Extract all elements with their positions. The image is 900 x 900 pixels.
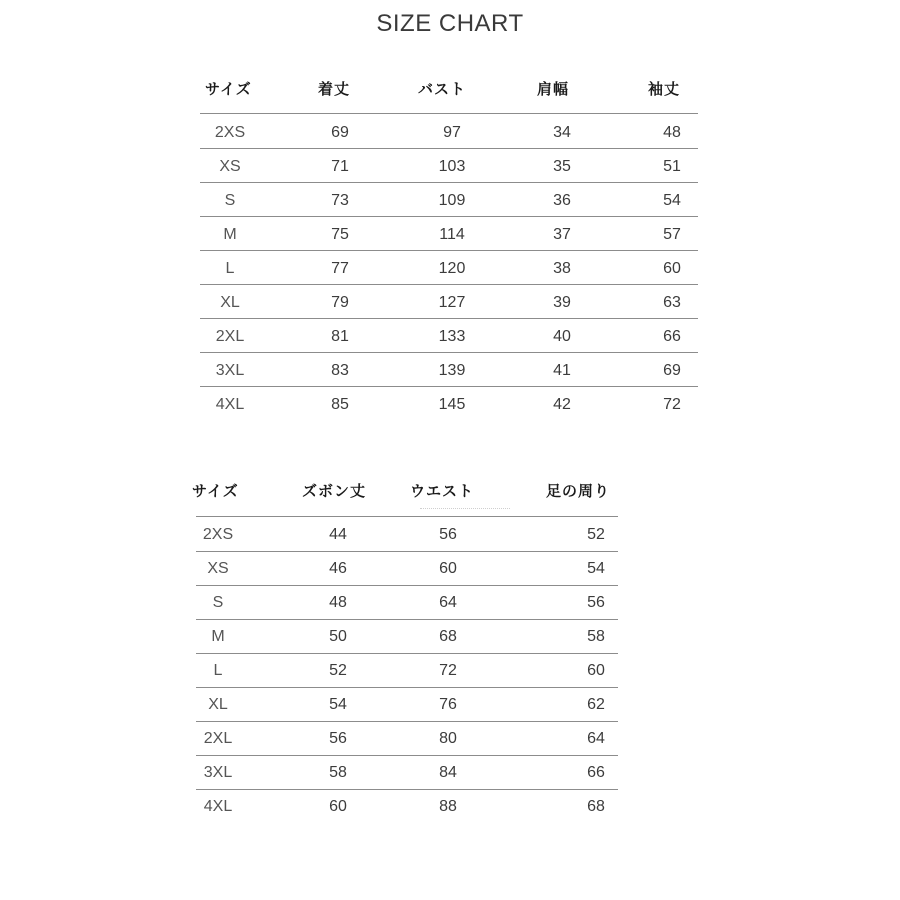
measurement-cell: 42: [553, 396, 571, 413]
measurement-cell: 34: [553, 124, 571, 141]
measurement-cell: 66: [587, 764, 605, 781]
divider: [200, 148, 698, 149]
divider: [196, 585, 618, 586]
size-label: L: [225, 260, 235, 277]
divider: [200, 386, 698, 387]
measurement-cell: 60: [587, 662, 605, 679]
measurement-cell: 88: [439, 798, 457, 815]
header-sleeve: 袖丈: [648, 80, 681, 98]
measurement-cell: 40: [553, 328, 571, 345]
measurement-cell: 63: [663, 294, 681, 311]
table-row: [0, 594, 900, 628]
header-size: サイズ: [205, 80, 252, 98]
table-header-row: [0, 78, 900, 102]
measurement-cell: 71: [331, 158, 349, 175]
measurement-cell: 56: [439, 526, 457, 543]
measurement-cell: 97: [443, 124, 461, 141]
divider: [420, 508, 510, 510]
divider: [196, 653, 618, 654]
measurement-cell: 38: [553, 260, 571, 277]
divider: [196, 687, 618, 688]
measurement-cell: 58: [587, 628, 605, 645]
table-row: [0, 730, 900, 764]
measurement-cell: 35: [553, 158, 571, 175]
table-row: [0, 260, 900, 294]
size-label: XS: [207, 560, 229, 577]
size-label: S: [212, 594, 224, 611]
header-leg-opening: 足の周り: [546, 482, 611, 500]
table-row: [0, 662, 900, 696]
measurement-cell: 60: [439, 560, 457, 577]
size-label: 2XS: [214, 124, 246, 141]
size-label: 4XL: [215, 396, 245, 413]
size-label: 2XL: [215, 328, 245, 345]
header-length: 着丈: [318, 80, 351, 98]
measurement-cell: 57: [663, 226, 681, 243]
table-row: [0, 158, 900, 192]
divider: [200, 284, 698, 285]
table-row: [0, 396, 900, 430]
size-label: S: [224, 192, 236, 209]
header-shoulder: 肩幅: [537, 80, 570, 98]
measurement-cell: 46: [329, 560, 347, 577]
table-row: [0, 192, 900, 226]
header-waist: ウエスト: [410, 482, 475, 500]
measurement-cell: 75: [331, 226, 349, 243]
measurement-cell: 66: [663, 328, 681, 345]
measurement-cell: 72: [663, 396, 681, 413]
measurement-cell: 60: [329, 798, 347, 815]
table-row: [0, 696, 900, 730]
page-title: SIZE CHART: [376, 10, 524, 37]
table-row: [0, 362, 900, 396]
table-row: [0, 526, 900, 560]
measurement-cell: 48: [329, 594, 347, 611]
measurement-cell: 127: [438, 294, 466, 311]
measurement-cell: 56: [587, 594, 605, 611]
table-row: [0, 328, 900, 362]
measurement-cell: 56: [329, 730, 347, 747]
size-label: 4XL: [203, 798, 233, 815]
measurement-cell: 84: [439, 764, 457, 781]
table-row: [0, 226, 900, 260]
table-row: [0, 560, 900, 594]
measurement-cell: 68: [439, 628, 457, 645]
measurement-cell: 145: [438, 396, 466, 413]
measurement-cell: 79: [331, 294, 349, 311]
measurement-cell: 81: [331, 328, 349, 345]
divider: [196, 619, 618, 620]
size-label: M: [223, 226, 237, 243]
divider: [200, 113, 698, 114]
measurement-cell: 64: [439, 594, 457, 611]
size-label: 3XL: [215, 362, 245, 379]
measurement-cell: 51: [663, 158, 681, 175]
measurement-cell: 103: [438, 158, 466, 175]
measurement-cell: 83: [331, 362, 349, 379]
measurement-cell: 52: [329, 662, 347, 679]
table-row: [0, 798, 900, 832]
measurement-cell: 44: [329, 526, 347, 543]
measurement-cell: 77: [331, 260, 349, 277]
measurement-cell: 50: [329, 628, 347, 645]
measurement-cell: 120: [438, 260, 466, 277]
divider: [200, 216, 698, 217]
measurement-cell: 41: [553, 362, 571, 379]
table-row: [0, 628, 900, 662]
size-label: XL: [220, 294, 240, 311]
measurement-cell: 39: [553, 294, 571, 311]
measurement-cell: 58: [329, 764, 347, 781]
measurement-cell: 36: [553, 192, 571, 209]
size-label: 2XL: [203, 730, 233, 747]
measurement-cell: 54: [663, 192, 681, 209]
table-row: [0, 124, 900, 158]
table-row: [0, 764, 900, 798]
divider: [196, 755, 618, 756]
divider: [200, 182, 698, 183]
size-label: M: [211, 628, 225, 645]
measurement-cell: 52: [587, 526, 605, 543]
header-size: サイズ: [192, 482, 239, 500]
measurement-cell: 76: [439, 696, 457, 713]
divider: [200, 318, 698, 319]
header-bust: バスト: [418, 80, 467, 98]
measurement-cell: 72: [439, 662, 457, 679]
size-label: 2XS: [202, 526, 234, 543]
measurement-cell: 114: [439, 226, 465, 243]
measurement-cell: 37: [553, 226, 571, 243]
measurement-cell: 133: [438, 328, 466, 345]
measurement-cell: 85: [331, 396, 349, 413]
measurement-cell: 69: [663, 362, 681, 379]
table-header-row: [0, 480, 900, 504]
measurement-cell: 69: [331, 124, 349, 141]
measurement-cell: 139: [438, 362, 466, 379]
size-label: 3XL: [203, 764, 233, 781]
measurement-cell: 54: [587, 560, 605, 577]
size-label: L: [213, 662, 223, 679]
measurement-cell: 68: [587, 798, 605, 815]
divider: [200, 250, 698, 251]
table-row: [0, 294, 900, 328]
measurement-cell: 48: [663, 124, 681, 141]
measurement-cell: 54: [329, 696, 347, 713]
size-label: XS: [219, 158, 241, 175]
divider: [196, 551, 618, 552]
measurement-cell: 64: [587, 730, 605, 747]
measurement-cell: 109: [438, 192, 466, 209]
measurement-cell: 73: [331, 192, 349, 209]
measurement-cell: 60: [663, 260, 681, 277]
table-body: [0, 526, 900, 832]
divider: [200, 352, 698, 353]
table-body: [0, 124, 900, 430]
measurement-cell: 62: [587, 696, 605, 713]
header-pants-length: ズボン丈: [302, 482, 367, 500]
size-label: XL: [208, 696, 228, 713]
divider: [196, 789, 618, 790]
measurement-cell: 80: [439, 730, 457, 747]
divider: [196, 516, 618, 517]
divider: [196, 721, 618, 722]
